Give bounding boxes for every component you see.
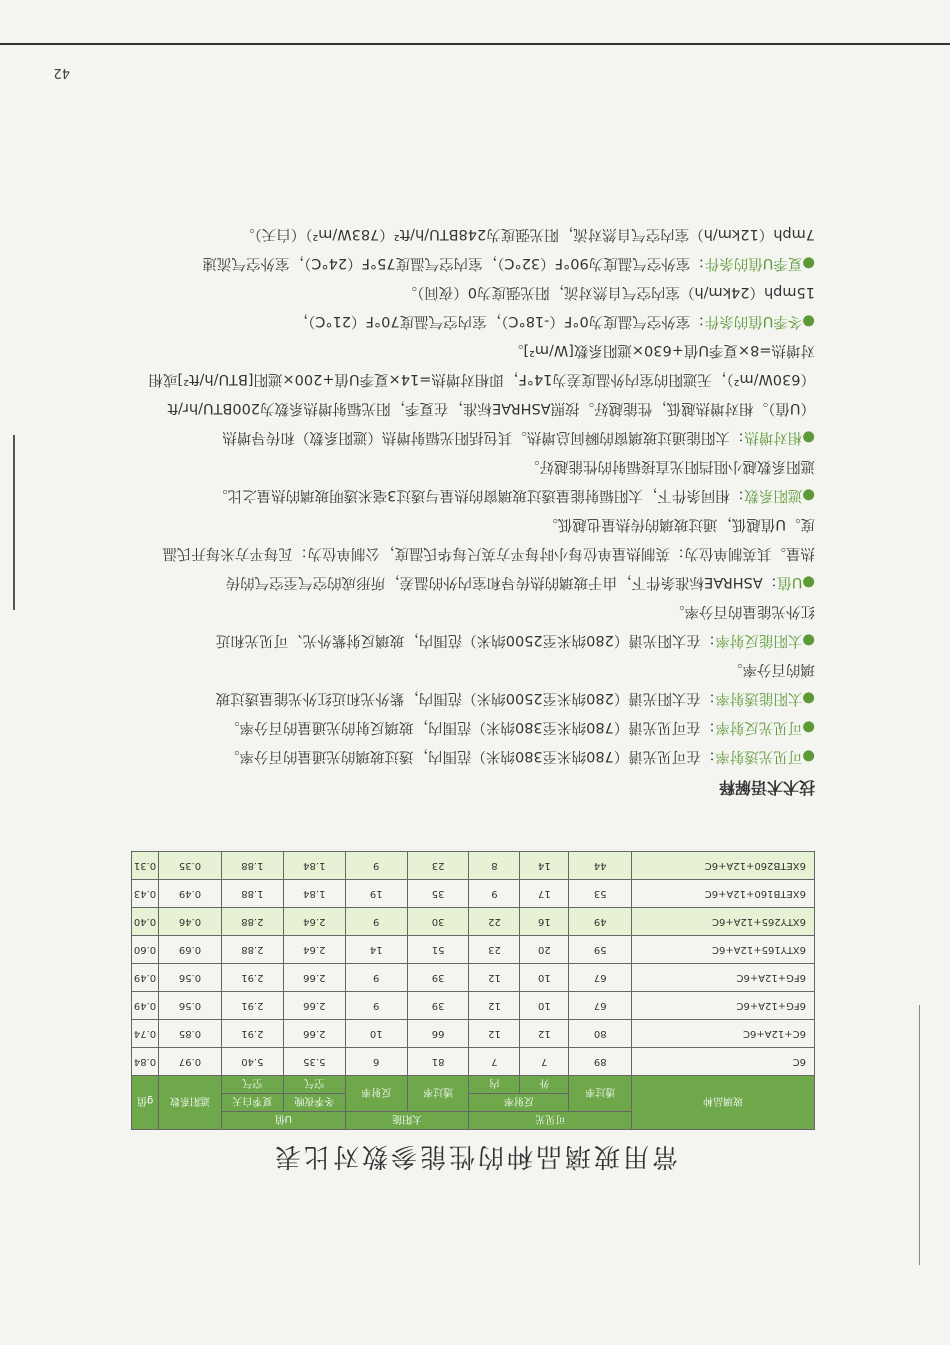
cell-visible-reflectance-outside: 10 — [520, 964, 569, 992]
cell-g-value: 0.49 — [132, 964, 159, 992]
cell-shading-coefficient: 0.56 — [159, 992, 222, 1020]
cell-solar-reflectance: 9 — [345, 908, 407, 936]
header-visible-reflectance: 反射率 — [469, 1094, 569, 1112]
term-continuation: 15mph（24km/h）室内空气自然对流，阳光强度为0（夜间）。 — [402, 284, 815, 300]
term-text: ：室外空气温度为90°F（32°C），室内空气温度75°F（24°C），室外空气流速 — [202, 255, 705, 271]
cell-visible-reflectance-outside: 7 — [520, 1048, 569, 1076]
cell-solar-transmittance: 39 — [407, 964, 469, 992]
bullet-icon: ● — [802, 632, 815, 648]
header-summer-day: 夏季白天 — [221, 1094, 283, 1112]
cell-solar-reflectance: 6 — [345, 1048, 407, 1076]
cell-glass-type: 6C+12A+6C — [632, 1020, 815, 1048]
cell-visible-reflectance-inside: 8 — [469, 852, 520, 880]
table-row-highlighted — [132, 908, 815, 936]
term-item — [135, 277, 815, 335]
cell-visible-reflectance-outside: 16 — [520, 908, 569, 936]
term-label: 可见光反射率 — [715, 719, 803, 735]
cell-shading-coefficient: 0.56 — [159, 964, 222, 992]
header-winter-night: 冬季夜晚 — [283, 1094, 345, 1112]
cell-shading-coefficient: 0.46 — [159, 908, 222, 936]
header-inside: 内 — [469, 1076, 520, 1094]
term-continuation: 遮阳系数越小阻挡阳光直接辐射的性能越好。 — [525, 458, 815, 474]
cell-solar-transmittance: 23 — [407, 852, 469, 880]
header-solar-transmittance: 透过率 — [407, 1076, 469, 1112]
header-outside: 外 — [520, 1076, 569, 1094]
bullet-icon: ● — [802, 574, 815, 590]
term-item — [135, 335, 815, 451]
cell-solar-transmittance: 39 — [407, 992, 469, 1020]
cell-visible-reflectance-outside: 12 — [520, 1020, 569, 1048]
table-row — [132, 964, 815, 992]
cell-solar-reflectance: 9 — [345, 852, 407, 880]
cell-visible-reflectance-outside: 14 — [520, 852, 569, 880]
term-text: ：太阳能通过玻璃窗的瞬间总增热。其包括阳光辐射增热（遮阳系数）和传导增热 — [222, 429, 745, 445]
table-row-highlighted — [132, 852, 815, 880]
cell-g-value: 0.31 — [132, 852, 159, 880]
cell-solar-reflectance: 9 — [345, 992, 407, 1020]
header-g-value: g值 — [132, 1076, 159, 1130]
cell-u-winter: 1.84 — [283, 880, 345, 908]
header-solar: 太阳能 — [345, 1112, 469, 1130]
table-row — [132, 1048, 815, 1076]
cell-visible-reflectance-outside: 10 — [520, 992, 569, 1020]
cell-glass-type: 6FG+12A+6C — [632, 964, 815, 992]
bullet-icon: ● — [802, 255, 815, 271]
table-row — [132, 992, 815, 1020]
bullet-icon: ● — [802, 313, 815, 329]
cell-u-summer: 2.88 — [221, 936, 283, 964]
header-shading-coefficient: 遮阳系数 — [159, 1076, 222, 1130]
term-item — [135, 219, 815, 277]
cell-solar-transmittance: 66 — [407, 1020, 469, 1048]
cell-u-winter: 2.66 — [283, 1020, 345, 1048]
cell-shading-coefficient: 0.35 — [159, 852, 222, 880]
cell-glass-type: 6FG+12A+6C — [632, 992, 815, 1020]
term-text: ：相同条件下，太阳辐射能量透过玻璃窗的热量与透过3毫米透明玻璃的热量之比。 — [213, 487, 745, 503]
term-label: 可见光透射率 — [715, 748, 803, 764]
header-solar-reflectance: 反射率 — [345, 1076, 407, 1112]
cell-g-value: 0.40 — [132, 908, 159, 936]
page-number: 42 — [53, 65, 70, 80]
term-item — [135, 596, 815, 654]
cell-glass-type: 6XETB160+12A+6C — [632, 880, 815, 908]
cell-visible-transmittance: 44 — [569, 852, 632, 880]
term-item — [135, 712, 815, 741]
term-item — [135, 451, 815, 509]
cell-u-summer: 1.88 — [221, 852, 283, 880]
term-text: ：在太阳光谱（280纳米至2500纳米）范围内，紫外光和近红外光能量透过玻 — [215, 690, 716, 706]
cell-u-winter: 1.84 — [283, 852, 345, 880]
cell-solar-transmittance: 51 — [407, 936, 469, 964]
term-item — [135, 654, 815, 712]
cell-shading-coefficient: 0.97 — [159, 1048, 222, 1076]
cell-u-summer: 1.88 — [221, 880, 283, 908]
table-row — [132, 936, 815, 964]
bullet-icon: ● — [802, 719, 815, 735]
term-label: 太阳能反射率 — [715, 632, 803, 648]
cell-glass-type: 6C — [632, 1048, 815, 1076]
term-label: 遮阳系数 — [744, 487, 803, 503]
cell-u-winter: 5.35 — [283, 1048, 345, 1076]
term-text: ：在可见光谱（780纳米至380纳米）范围内，玻璃反射的光通量的百分率。 — [224, 719, 716, 735]
cell-g-value: 0.84 — [132, 1048, 159, 1076]
term-text: ：在可见光谱（780纳米至380纳米）范围内，透过玻璃的光通量的百分率。 — [224, 748, 716, 764]
cell-visible-reflectance-outside: 17 — [520, 880, 569, 908]
header-u-value: U值 — [221, 1112, 345, 1130]
margin-mark-left — [919, 1005, 920, 1265]
cell-u-summer: 2.91 — [221, 964, 283, 992]
cell-solar-reflectance: 14 — [345, 936, 407, 964]
cell-u-winter: 2.64 — [283, 936, 345, 964]
header-visible-transmittance: 透过率 — [569, 1076, 632, 1112]
cell-glass-type: 6XTY165+12A+6C — [632, 936, 815, 964]
header-air-summer: 空气 — [221, 1076, 283, 1094]
cell-solar-reflectance: 9 — [345, 964, 407, 992]
cell-visible-transmittance: 59 — [569, 936, 632, 964]
cell-glass-type: 6XTY265+12A+6C — [632, 908, 815, 936]
cell-visible-reflectance-inside: 12 — [469, 964, 520, 992]
cell-shading-coefficient: 0.69 — [159, 936, 222, 964]
cell-g-value: 0.60 — [132, 936, 159, 964]
term-label: 夏季U值的条件 — [704, 255, 803, 271]
cell-solar-transmittance: 35 — [407, 880, 469, 908]
header-air-winter: 空气 — [283, 1076, 345, 1094]
terms-list — [135, 219, 815, 770]
cell-visible-reflectance-outside: 20 — [520, 936, 569, 964]
cell-g-value: 0.43 — [132, 880, 159, 908]
term-continuation: （U值）。相对增热越低，性能越好。按照ASHRAE标准，在夏季，阳光辐射增热系数为200BTU/hr/ft（630W/m²），无遮阳的室内外温度差为14°F，即相对增热=14×夏季U值+200×遮阳[BTU/h/ft²]或相对增热=8×夏季U值+630×遮阳系数[W/m²]。 — [148, 342, 815, 416]
header-glass-type: 玻璃品种 — [632, 1076, 815, 1130]
term-item — [135, 741, 815, 770]
cell-u-winter: 2.64 — [283, 908, 345, 936]
page-edge-line — [0, 43, 950, 45]
cell-visible-transmittance: 49 — [569, 908, 632, 936]
term-label: 冬季U值的条件 — [704, 313, 803, 329]
cell-glass-type: 6XETB260+12A+6C — [632, 852, 815, 880]
cell-visible-transmittance: 67 — [569, 964, 632, 992]
bullet-icon: ● — [802, 690, 815, 706]
bullet-icon: ● — [802, 748, 815, 764]
cell-g-value: 0.74 — [132, 1020, 159, 1048]
cell-solar-transmittance: 81 — [407, 1048, 469, 1076]
cell-u-winter: 2.66 — [283, 964, 345, 992]
header-visible-light: 可见光 — [469, 1112, 632, 1130]
cell-visible-reflectance-inside: 12 — [469, 992, 520, 1020]
cell-visible-reflectance-inside: 23 — [469, 936, 520, 964]
table-row — [132, 880, 815, 908]
cell-solar-reflectance: 19 — [345, 880, 407, 908]
cell-solar-reflectance: 10 — [345, 1020, 407, 1048]
cell-visible-transmittance: 67 — [569, 992, 632, 1020]
glass-performance-table — [131, 851, 815, 1130]
table-row — [132, 1020, 815, 1048]
cell-visible-reflectance-inside: 7 — [469, 1048, 520, 1076]
term-continuation: 热量。其英制单位为：英制热量单位每小时每平方英尺每华氏温度，公制单位为：瓦每平方米每开氏温度。U值越低，通过玻璃的传热量也越低。 — [162, 516, 815, 561]
term-label: 太阳能透射率 — [715, 690, 803, 706]
term-text: ：ASHRAE标准条件下，由于玻璃的热传导和室内外的温差，所形成的空气至空气的传 — [225, 574, 778, 590]
bullet-icon: ● — [802, 487, 815, 503]
margin-mark — [13, 435, 15, 610]
cell-solar-transmittance: 30 — [407, 908, 469, 936]
cell-u-summer: 5.40 — [221, 1048, 283, 1076]
table-title: 常用玻璃品种的性能参数对比表 — [272, 1141, 679, 1171]
cell-u-summer: 2.91 — [221, 1020, 283, 1048]
cell-visible-transmittance: 53 — [569, 880, 632, 908]
cell-visible-reflectance-inside: 9 — [469, 880, 520, 908]
cell-visible-transmittance: 80 — [569, 1020, 632, 1048]
cell-shading-coefficient: 0.85 — [159, 1020, 222, 1048]
bullet-icon: ● — [802, 429, 815, 445]
term-text: ：室外空气温度为0°F（-18°C），室内空气温度70°F（21°C）， — [293, 313, 705, 329]
cell-g-value: 0.49 — [132, 992, 159, 1020]
term-continuation: 璃的百分率。 — [728, 661, 815, 677]
cell-u-summer: 2.91 — [221, 992, 283, 1020]
cell-visible-reflectance-inside: 22 — [469, 908, 520, 936]
cell-visible-transmittance: 89 — [569, 1048, 632, 1076]
term-continuation: 7mph（12km/h）室内空气自然对流，阳光强度为248BTU/h/ft²（783W/m²）（白天）。 — [239, 226, 815, 242]
term-text: ：在太阳光谱（280纳米至2500纳米）范围内，玻璃反射紫外光、可见光和近 — [215, 632, 716, 648]
terms-title: 技术术语解释 — [718, 778, 815, 797]
term-item — [135, 509, 815, 596]
cell-shading-coefficient: 0.49 — [159, 880, 222, 908]
term-continuation: 红外光能量的百分率。 — [670, 603, 815, 619]
cell-visible-reflectance-inside: 12 — [469, 1020, 520, 1048]
cell-u-winter: 2.66 — [283, 992, 345, 1020]
term-label: U值 — [777, 574, 803, 590]
cell-u-summer: 2.88 — [221, 908, 283, 936]
term-label: 相对增热 — [744, 429, 803, 445]
